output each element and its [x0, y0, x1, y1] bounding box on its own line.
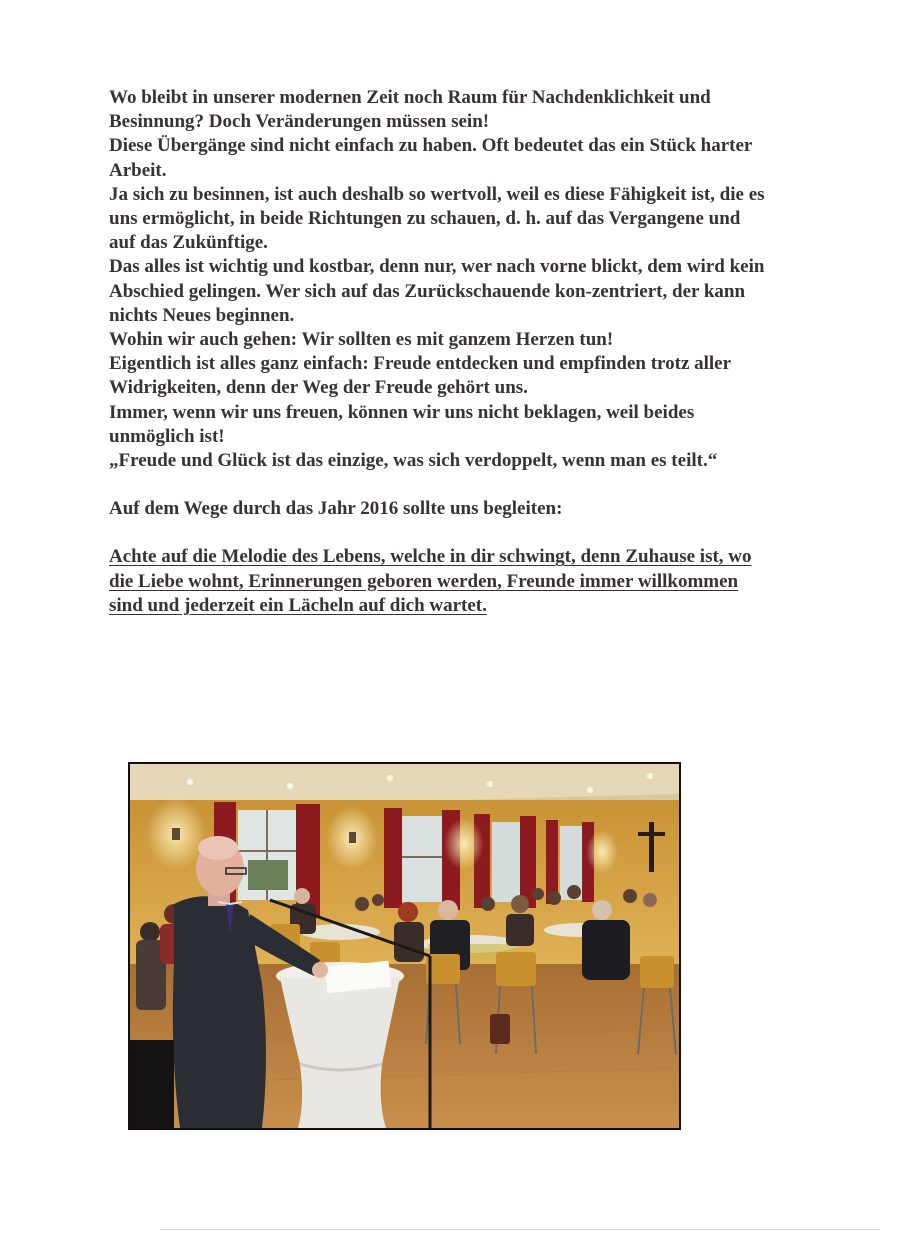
paragraph-4: Das alles ist wichtig und kostbar, denn nur, wer nach vorne blickt, dem wird kein Abschied gelingen. Wer sich auf das Zurückschauende kon-zentriert, der kann nichts Neues beginnen.: [109, 256, 765, 326]
paragraph-2: Diese Übergänge sind nicht einfach zu haben. Oft bedeutet das ein Stück harter Arbeit.: [109, 135, 753, 181]
intro-line: Auf dem Wege durch das Jahr 2016 sollte uns begleiten:: [109, 498, 563, 520]
paragraph-6: Eigentlich ist alles ganz einfach: Freude entdecken und empfinden trotz aller Widrigkeiten, denn der Weg der Freude gehört uns.: [109, 353, 731, 399]
paragraph-5: Wohin wir auch gehen: Wir sollten es mit ganzem Herzen tun!: [109, 329, 614, 351]
paragraph-3: Ja sich zu besinnen, ist auch deshalb so wertvoll, weil es diese Fähigkeit ist, die es uns ermöglicht, in beide Richtungen zu schauen, d. h. auf das Vergangene und auf das Zukünftige.: [109, 183, 765, 254]
scan-edge-line: [160, 1229, 880, 1230]
photo-illustration: [130, 764, 679, 1128]
event-hall-speaker-photo: [128, 762, 681, 1130]
paragraph-7: Immer, wenn wir uns freuen, können wir uns nicht beklagen, weil beides unmöglich ist!: [109, 401, 695, 447]
paragraph-1: Wo bleibt in unserer modernen Zeit noch Raum für Nachdenklichkeit und Besinnung? Doch Veränderungen müssen sein!: [109, 87, 711, 133]
motto-text: Achte auf die Melodie des Lebens, welche in dir schwingt, denn Zuhause ist, wo die Liebe wohnt, Erinnerungen geboren werden, Freunde immer willkommen sind und jederzeit ein Lächeln auf dich wartet.: [109, 546, 752, 616]
letter-body: [109, 86, 769, 618]
quote-paragraph: „Freude und Glück ist das einzige, was sich verdoppelt, wenn man es teilt.“: [109, 450, 718, 472]
